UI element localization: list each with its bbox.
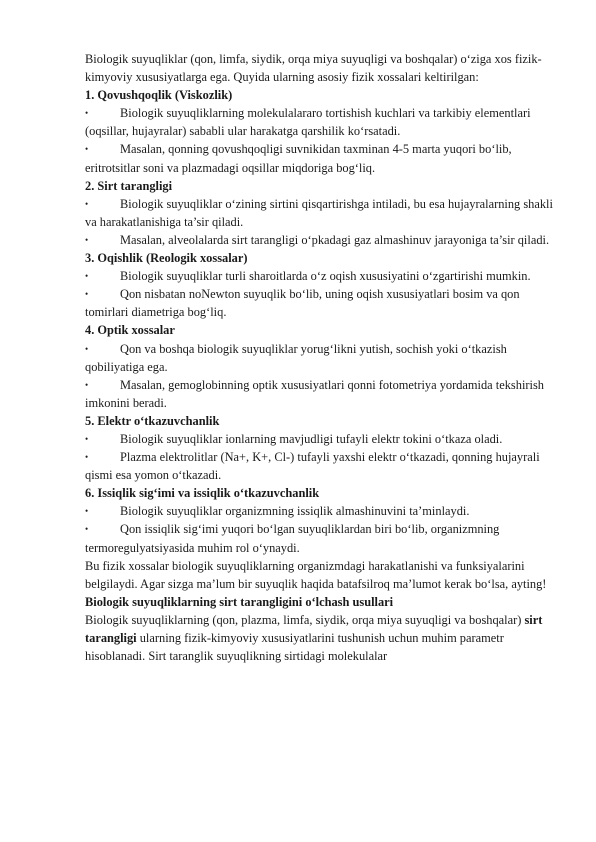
section-heading-thermal: 6. Issiqlik sig‘imi va issiqlik o‘tkazuvchanlik (85, 486, 320, 501)
bullet-icon: • (85, 379, 89, 390)
bullet-text: Masalan, qonning qovushqoqligi suvnikidan taxminan 4-5 marta yuqori bo‘lib, eritrotsitlar soni va plazmadagi oqsillar miqdoriga bog‘liq. (85, 142, 512, 175)
bullet-text: Masalan, alveolalarda sirt tarangligi o‘pkadagi gaz almashinuv jarayoniga ta’sir qiladi. (120, 232, 550, 247)
intro-paragraph: Biologik suyuqliklar (qon, limfa, siydik, orqa miya suyuqligi va boshqalar) o‘ziga xos fizik-kimyoviy xususiyatlarga ega. Quyida ularning asosiy fizik xossalari keltirilgan: (85, 52, 542, 85)
bullet-icon: • (85, 343, 89, 354)
bullet-icon: • (85, 524, 89, 535)
final-text-start: Biologik suyuqliklarning (qon, plazma, limfa, siydik, orqa miya suyuqligi va boshqalar) (85, 612, 525, 627)
closing-paragraph: Bu fizik xossalar biologik suyuqliklarning organizmdagi harakatlanishi va funksiyalarini belgilaydi. Agar sizga ma’lum bir suyuqlik haqida batafsilroq ma’lumot kerak bo‘lsa, ayting! (85, 558, 547, 591)
bullet-text: Biologik suyuqliklarning molekulalararo tortishish kuchlari va tarkibiy elementlari (oqsillar, hujayralar) sababli ular harakatga qarshilik ko‘rsatadi. (85, 106, 531, 139)
bullet-item (85, 285, 553, 321)
bullet-icon: • (85, 271, 89, 282)
section-heading-optical: 4. Optik xossalar (85, 323, 175, 338)
bullet-icon: • (85, 234, 89, 245)
final-text-bold-term: sirt tarangligi (85, 612, 543, 645)
bullet-item (85, 104, 553, 140)
bullet-icon: • (85, 198, 89, 209)
final-text-end: ularning fizik-kimyoviy xususiyatlarini tushunish uchun muhim parametr hisoblanadi. Sirt taranglik suyuqlikning sirtidagi molekulalar (85, 631, 504, 664)
section-heading-rheology: 3. Oqishlik (Reologik xossalar) (85, 251, 248, 266)
section-heading-viscosity: 1. Qovushqoqlik (Viskozlik) (85, 88, 233, 103)
bullet-item (85, 140, 553, 176)
bullet-text: Qon issiqlik sig‘imi yuqori bo‘lgan suyuqliklardan biri bo‘lib, organizmning termoregulyatsiyasida muhim rol o‘ynaydi. (85, 522, 500, 555)
bullet-icon: • (85, 144, 89, 155)
bullet-item (85, 267, 553, 285)
bullet-icon: • (85, 433, 89, 444)
bullet-item (85, 448, 553, 484)
bullet-item (85, 430, 553, 448)
bullet-item (85, 520, 553, 556)
bullet-text: Biologik suyuqliklar ionlarning mavjudligi tufayli elektr tokini o‘tkaza oladi. (120, 431, 503, 446)
bullet-item (85, 231, 553, 249)
bullet-text: Qon nisbatan noNewton suyuqlik bo‘lib, uning oqish xususiyatlari bosim va qon tomirlari diametriga bog‘liq. (85, 287, 520, 320)
bullet-text: Biologik suyuqliklar o‘zining sirtini qisqartirishga intiladi, bu esa hujayralarning shakli va harakatlanishiga ta’sir qiladi. (85, 196, 553, 229)
bullet-item (85, 195, 553, 231)
section-heading-measurement-methods: Biologik suyuqliklarning sirt tarangligini o‘lchash usullari (85, 594, 394, 609)
final-paragraph (85, 611, 553, 665)
section-heading-electrical: 5. Elektr o‘tkazuvchanlik (85, 413, 220, 428)
bullet-icon: • (85, 289, 89, 300)
bullet-item (85, 340, 553, 376)
document-page (85, 50, 553, 665)
bullet-icon: • (85, 452, 89, 463)
bullet-text: Plazma elektrolitlar (Na+, K+, Cl-) tufayli yaxshi elektr o‘tkazadi, qonning hujayrali qismi esa yomon o‘tkazadi. (85, 450, 540, 483)
bullet-item (85, 502, 553, 520)
bullet-item (85, 376, 553, 412)
section-heading-surface-tension: 2. Sirt tarangligi (85, 178, 173, 193)
bullet-icon: • (85, 108, 89, 119)
bullet-icon: • (85, 506, 89, 517)
bullet-text: Qon va boshqa biologik suyuqliklar yorug‘likni yutish, sochish yoki o‘tkazish qobiliyatiga ega. (85, 341, 507, 374)
bullet-text: Biologik suyuqliklar turli sharoitlarda o‘z oqish xususiyatini o‘zgartirishi mumkin. (120, 269, 531, 284)
bullet-text: Biologik suyuqliklar organizmning issiqlik almashinuvini ta’minlaydi. (120, 504, 470, 519)
bullet-text: Masalan, gemoglobinning optik xususiyatlari qonni fotometriya yordamida tekshirish imkonini beradi. (85, 377, 544, 410)
